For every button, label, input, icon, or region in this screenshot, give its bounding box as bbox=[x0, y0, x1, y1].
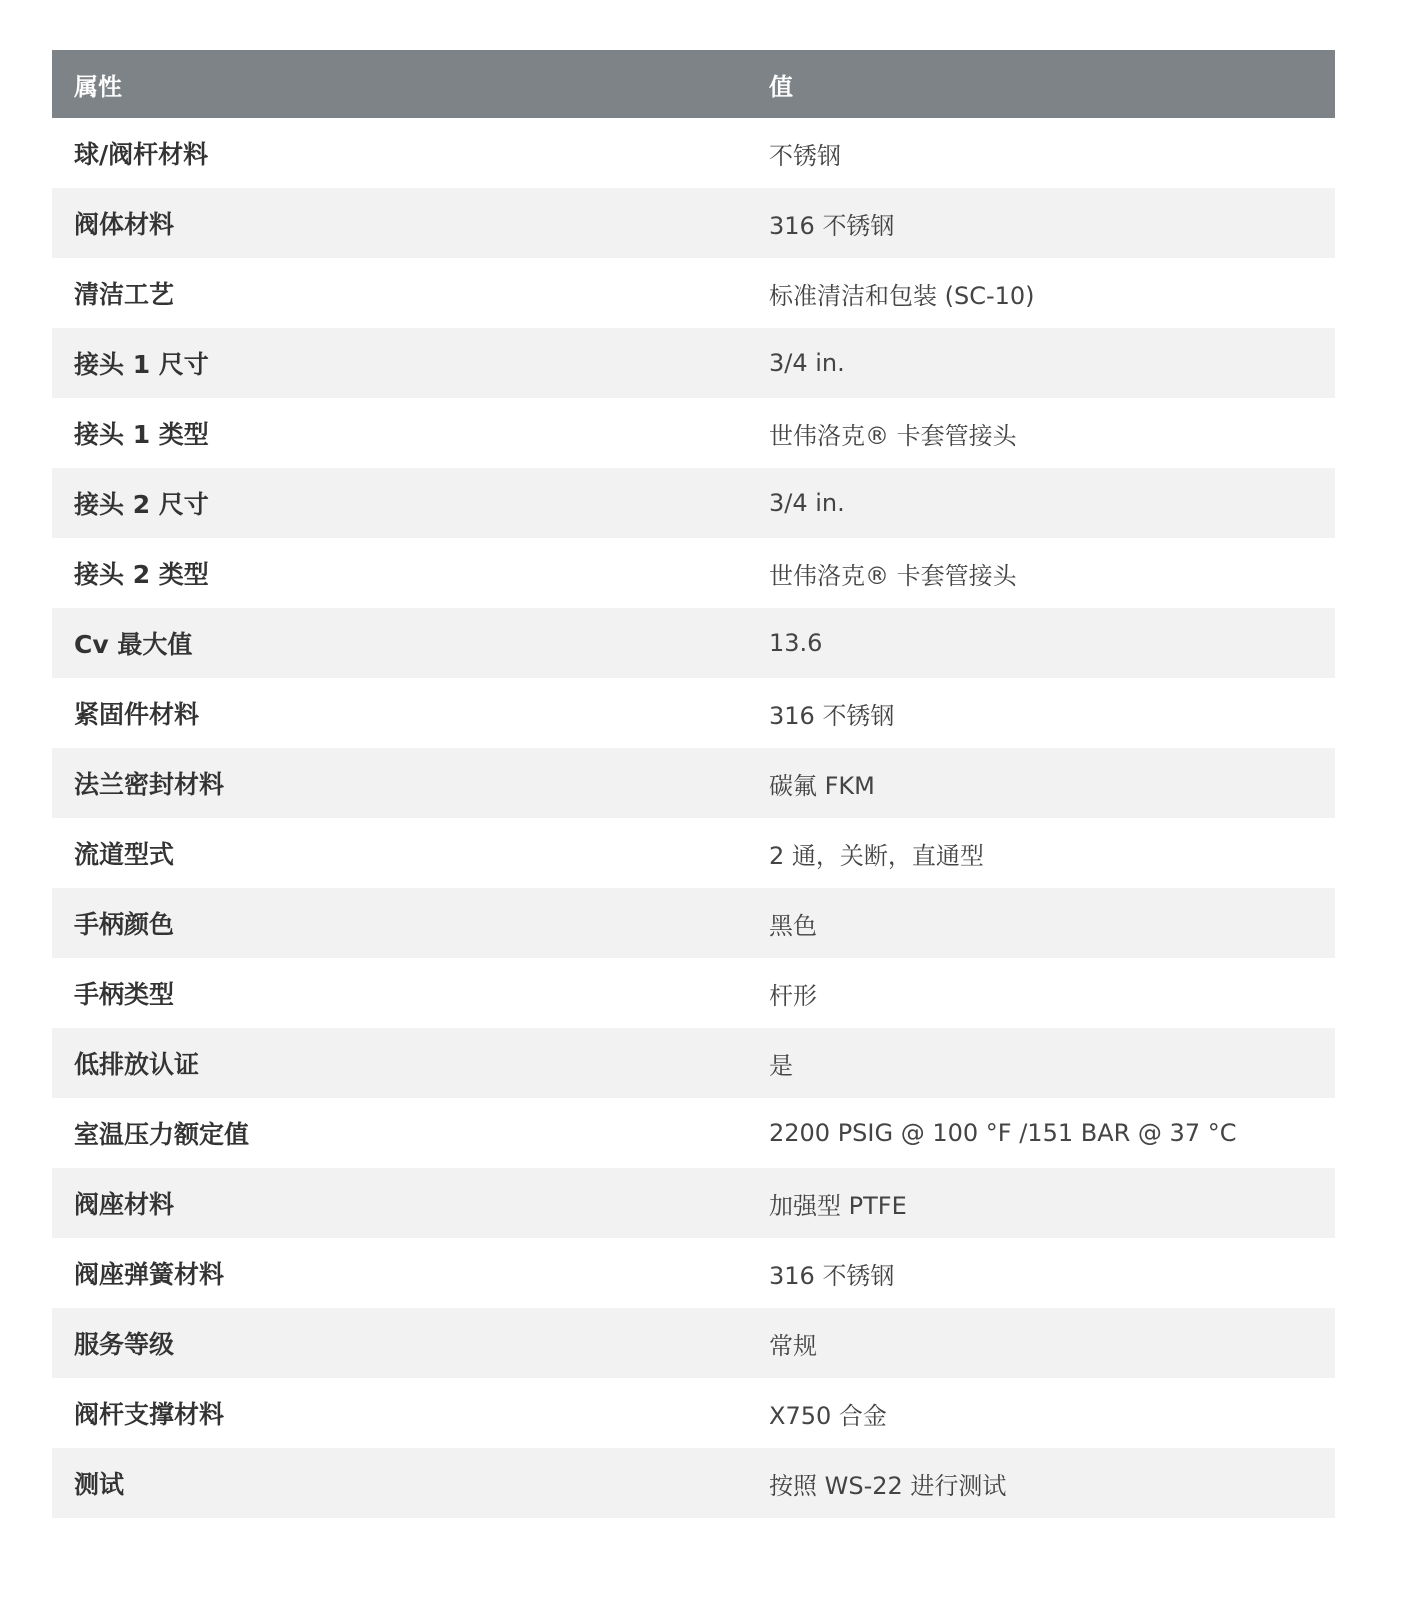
table-row bbox=[52, 678, 1335, 748]
row-value: 加强型 PTFE bbox=[769, 1191, 907, 1220]
table-row bbox=[52, 398, 1335, 468]
row-attribute: 接头 2 类型 bbox=[74, 560, 209, 589]
table-header-row bbox=[52, 50, 1335, 118]
row-attribute: 低排放认证 bbox=[74, 1050, 200, 1079]
table-row bbox=[52, 118, 1335, 188]
row-attribute: Cv 最大值 bbox=[74, 630, 193, 659]
row-attribute: 室温压力额定值 bbox=[74, 1120, 250, 1149]
row-attribute: 手柄类型 bbox=[74, 980, 175, 1009]
row-value: 2200 PSIG @ 100 °F /151 BAR @ 37 °C bbox=[769, 1119, 1237, 1147]
spec-table bbox=[52, 50, 1335, 1518]
row-attribute: 清洁工艺 bbox=[74, 280, 175, 309]
row-attribute: 阀座材料 bbox=[74, 1190, 175, 1219]
table-row bbox=[52, 818, 1335, 888]
table-row bbox=[52, 1028, 1335, 1098]
table-row bbox=[52, 328, 1335, 398]
table-row bbox=[52, 1238, 1335, 1308]
row-attribute: 测试 bbox=[74, 1470, 125, 1499]
row-value: 是 bbox=[769, 1051, 793, 1080]
row-attribute: 接头 2 尺寸 bbox=[74, 490, 209, 519]
row-attribute: 法兰密封材料 bbox=[74, 770, 225, 799]
row-value: 黑色 bbox=[769, 911, 817, 940]
row-value: 3/4 in. bbox=[769, 349, 845, 377]
table-row bbox=[52, 1168, 1335, 1238]
row-value: 世伟洛克® 卡套管接头 bbox=[769, 561, 1017, 590]
row-value: 不锈钢 bbox=[769, 141, 841, 170]
row-attribute: 手柄颜色 bbox=[74, 910, 175, 939]
row-attribute: 阀杆支撑材料 bbox=[74, 1400, 225, 1429]
row-attribute: 流道型式 bbox=[74, 840, 175, 869]
row-value: 316 不锈钢 bbox=[769, 701, 895, 730]
table-row bbox=[52, 748, 1335, 818]
row-value: 常规 bbox=[769, 1331, 817, 1360]
table-row bbox=[52, 188, 1335, 258]
row-value: 标准清洁和包装 (SC-10) bbox=[769, 281, 1035, 310]
table-row bbox=[52, 258, 1335, 328]
table-row bbox=[52, 1098, 1335, 1168]
table-row bbox=[52, 1448, 1335, 1518]
row-attribute: 球/阀杆材料 bbox=[74, 140, 209, 169]
table-row bbox=[52, 1308, 1335, 1378]
row-value: 316 不锈钢 bbox=[769, 211, 895, 240]
table-row bbox=[52, 608, 1335, 678]
row-value: 碳氟 FKM bbox=[769, 771, 875, 800]
table-row bbox=[52, 468, 1335, 538]
row-value: 2 通，关断，直通型 bbox=[769, 841, 984, 870]
row-attribute: 阀体材料 bbox=[74, 210, 175, 239]
header-value: 值 bbox=[769, 72, 793, 101]
table-row bbox=[52, 958, 1335, 1028]
row-value: 13.6 bbox=[769, 629, 823, 657]
row-attribute: 接头 1 类型 bbox=[74, 420, 209, 449]
row-attribute: 阀座弹簧材料 bbox=[74, 1260, 225, 1289]
row-value: 316 不锈钢 bbox=[769, 1261, 895, 1290]
row-attribute: 服务等级 bbox=[74, 1330, 175, 1359]
table-row bbox=[52, 1378, 1335, 1448]
row-value: 3/4 in. bbox=[769, 489, 845, 517]
row-attribute: 紧固件材料 bbox=[74, 700, 200, 729]
table-row bbox=[52, 888, 1335, 958]
row-value: 按照 WS-22 进行测试 bbox=[769, 1471, 1007, 1500]
row-attribute: 接头 1 尺寸 bbox=[74, 350, 209, 379]
row-value: 杆形 bbox=[769, 981, 817, 1010]
header-attribute: 属性 bbox=[74, 72, 122, 101]
row-value: X750 合金 bbox=[769, 1401, 887, 1430]
row-value: 世伟洛克® 卡套管接头 bbox=[769, 421, 1017, 450]
table-row bbox=[52, 538, 1335, 608]
